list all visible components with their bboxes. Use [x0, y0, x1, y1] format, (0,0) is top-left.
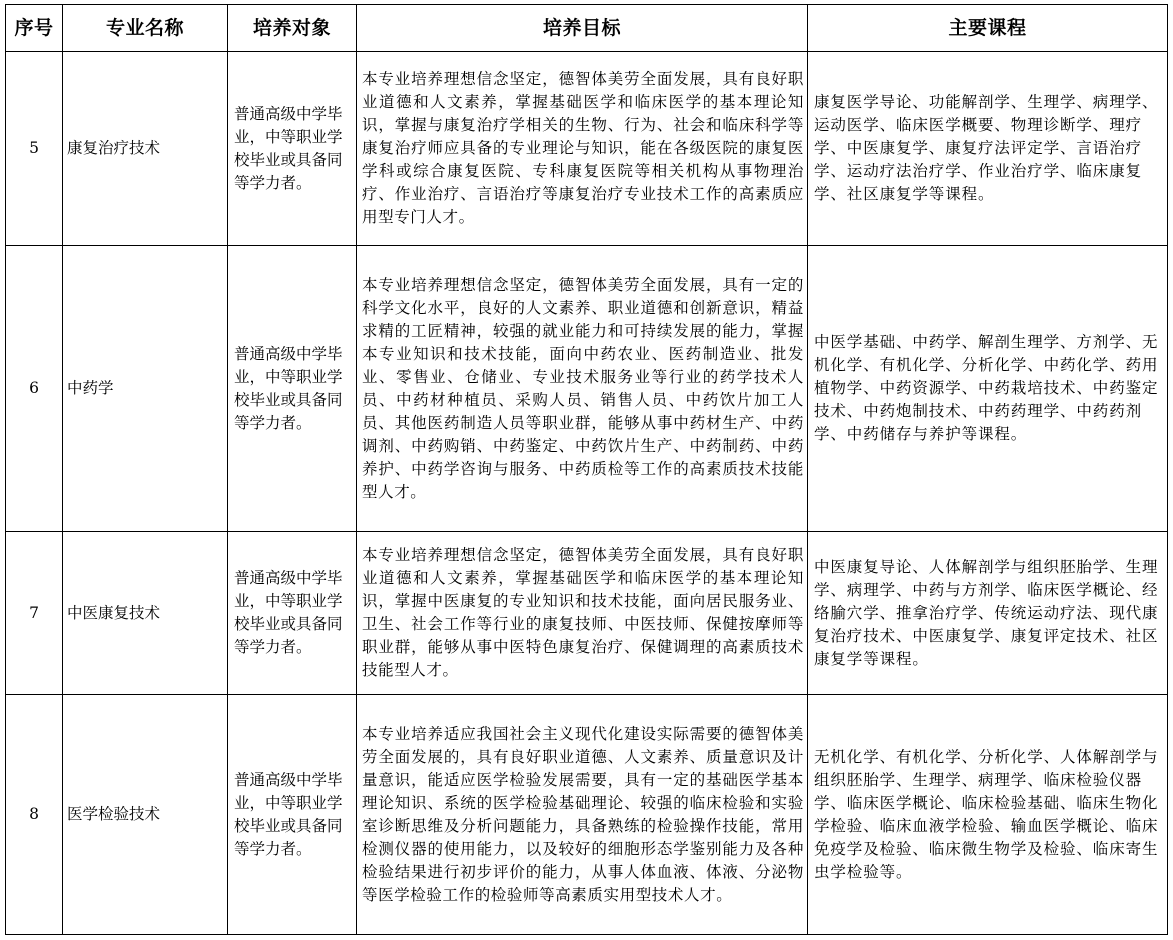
majors-table	[5, 4, 1168, 935]
table-row	[6, 695, 1168, 935]
row-major-name: 康复治疗技术	[63, 52, 228, 246]
header-target: 培养对象	[228, 5, 357, 52]
header-courses: 主要课程	[808, 5, 1168, 52]
row-target: 普通高级中学毕业，中等职业学校毕业或具备同等学力者。	[228, 52, 357, 246]
row-courses: 无机化学、有机化学、分析化学、人体解剖学与组织胚胎学、生理学、病理学、临床检验仪器学、临床医学概论、临床检验基础、临床生物化学检验、临床血液学检验、输血医学概论、临床免疫学及检验、临床微生物学及检验、临床寄生虫学检验等。	[808, 695, 1168, 935]
row-target: 普通高级中学毕业，中等职业学校毕业或具备同等学力者。	[228, 695, 357, 935]
table-row	[6, 52, 1168, 246]
row-index: 8	[6, 695, 63, 935]
row-major-name: 医学检验技术	[63, 695, 228, 935]
row-major-name: 中医康复技术	[63, 532, 228, 695]
header-row	[6, 5, 1168, 52]
row-courses: 中医康复导论、人体解剖学与组织胚胎学、生理学、病理学、中药与方剂学、临床医学概论、经络腧穴学、推拿治疗学、传统运动疗法、现代康复治疗技术、中医康复学、康复评定技术、社区康复学等课程。	[808, 532, 1168, 695]
row-target: 普通高级中学毕业，中等职业学校毕业或具备同等学力者。	[228, 532, 357, 695]
header-major-name: 专业名称	[63, 5, 228, 52]
row-goal: 本专业培养理想信念坚定，德智体美劳全面发展，具有良好职业道德和人文素养，掌握基础医学和临床医学的基本理论知识，掌握中医康复的专业知识和技术技能，面向居民服务业、卫生、社会工作等行业的康复技师、中医技师、保健按摩师等职业群，能够从事中医特色康复治疗、保健调理的高素质技术技能型人才。	[357, 532, 808, 695]
row-index: 5	[6, 52, 63, 246]
row-goal: 本专业培养理想信念坚定，德智体美劳全面发展，具有良好职业道德和人文素养，掌握基础医学和临床医学的基本理论知识，掌握与康复治疗学相关的生物、行为、社会和临床科学等康复治疗师应具备的专业理论与知识，能在各级医院的康复医学科或综合康复医院、专科康复医院等相关机构从事物理治疗、作业治疗、言语治疗等康复治疗专业技术工作的高素质应用型专门人才。	[357, 52, 808, 246]
table-row	[6, 246, 1168, 532]
header-goal: 培养目标	[357, 5, 808, 52]
table-row	[6, 532, 1168, 695]
row-major-name: 中药学	[63, 246, 228, 532]
row-courses: 中医学基础、中药学、解剖生理学、方剂学、无机化学、有机化学、分析化学、中药化学、药用植物学、中药资源学、中药栽培技术、中药鉴定技术、中药炮制技术、中药药理学、中药药剂学、中药储存与养护等课程。	[808, 246, 1168, 532]
row-target: 普通高级中学毕业，中等职业学校毕业或具备同等学力者。	[228, 246, 357, 532]
row-index: 7	[6, 532, 63, 695]
row-courses: 康复医学导论、功能解剖学、生理学、病理学、运动医学、临床医学概要、物理诊断学、理疗学、中医康复学、康复疗法评定学、言语治疗学、运动疗法治疗学、作业治疗学、临床康复学、社区康复学等课程。	[808, 52, 1168, 246]
row-goal: 本专业培养理想信念坚定，德智体美劳全面发展，具有一定的科学文化水平，良好的人文素养、职业道德和创新意识，精益求精的工匠精神，较强的就业能力和可持续发展的能力，掌握本专业知识和技术技能，面向中药农业、医药制造业、批发业、零售业、仓储业、专业技术服务业等行业的药学技术人员、中药材种植员、采购人员、销售人员、中药饮片加工人员、其他医药制造人员等职业群，能够从事中药材生产、中药调剂、中药购销、中药鉴定、中药饮片生产、中药制药、中药养护、中药学咨询与服务、中药质检等工作的高素质技术技能型人才。	[357, 246, 808, 532]
header-index: 序号	[6, 5, 63, 52]
row-goal: 本专业培养适应我国社会主义现代化建设实际需要的德智体美劳全面发展的，具有良好职业道德、人文素养、质量意识及计量意识，能适应医学检验发展需要，具有一定的基础医学基本理论知识、系统的医学检验基础理论、较强的临床检验和实验室诊断思维及分析问题能力，具备熟练的检验操作技能，常用检测仪器的使用能力，以及较好的细胞形态学鉴别能力及各种检验结果进行初步评价的能力，从事人体血液、体液、分泌物等医学检验工作的检验师等高素质实用型技术人才。	[357, 695, 808, 935]
row-index: 6	[6, 246, 63, 532]
